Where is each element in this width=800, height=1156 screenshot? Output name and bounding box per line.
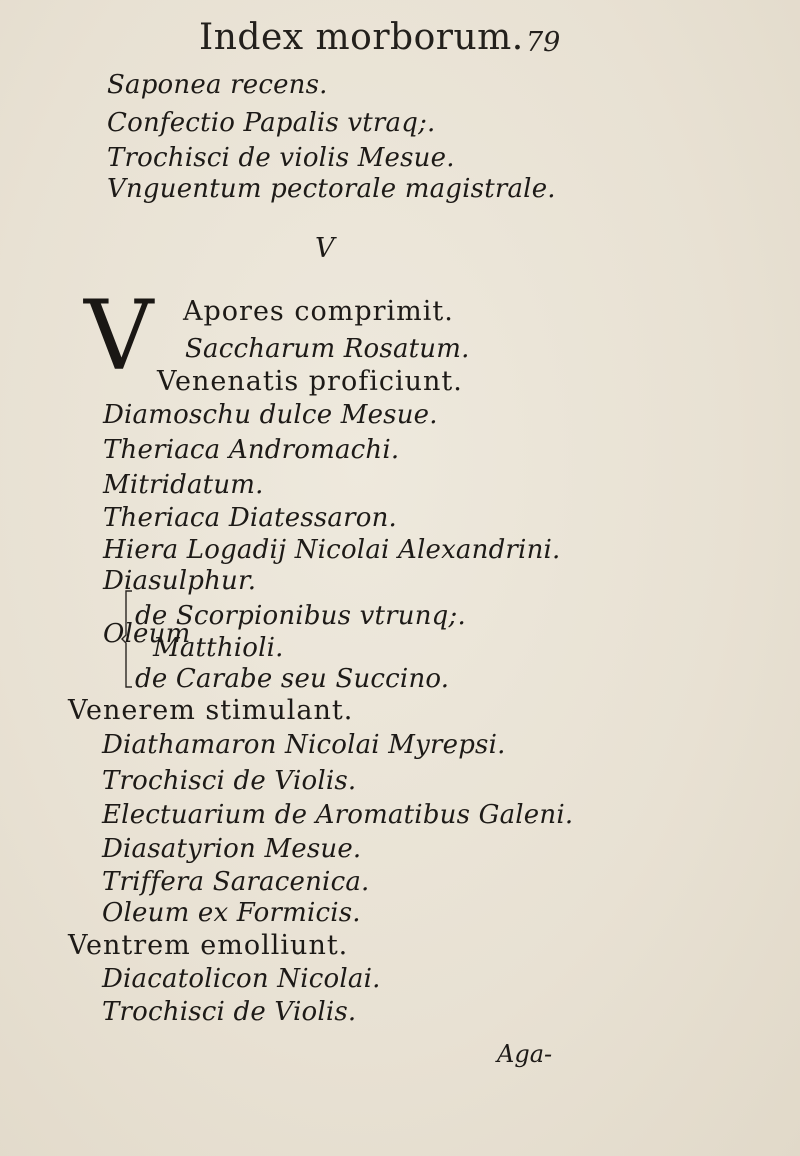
heading-venerem: Venerem stimulant. (68, 695, 354, 726)
entry-line: Trochisci de Violis. (102, 997, 357, 1027)
heading-ventrem: Ventrem emolliunt. (68, 930, 349, 961)
entry-line: Confectio Papalis vtraq;. (107, 108, 436, 138)
oleum-option: de Scorpionibus vtrunq;. (135, 601, 466, 631)
entry-line: Theriaca Andromachi. (103, 435, 400, 465)
entry-line: Diasulphur. (103, 566, 257, 596)
entry-line: Vnguentum pectorale magistrale. (107, 174, 556, 204)
entry-line: Mitridatum. (103, 470, 264, 500)
heading-venenatis: Venenatis proficiunt. (157, 366, 463, 397)
entry-line: Saccharum Rosatum. (185, 334, 470, 364)
entry-line: Trochisci de violis Mesue. (107, 143, 455, 173)
entry-line: Diasatyrion Mesue. (102, 834, 362, 864)
catchword: Aga- (497, 1040, 553, 1068)
entry-line: Saponea recens. (107, 70, 328, 100)
brace-icon (120, 583, 134, 695)
entry-line: Trochisci de Violis. (102, 766, 357, 796)
entry-line: Theriaca Diatessaron. (103, 503, 398, 533)
running-head-title: Index morborum. (199, 17, 524, 58)
entry-line: Oleum ex Formicis. (102, 898, 361, 928)
oleum-label: Oleum (103, 619, 191, 649)
entry-line: Electuarium de Aromatibus Galeni. (102, 800, 574, 830)
entry-line: Hiera Logadij Nicolai Alexandrini. (103, 535, 561, 565)
section-letter-heading: V (315, 233, 335, 264)
oleum-option: Matthioli. (153, 633, 284, 663)
heading-vapores: Apores comprimit. (183, 296, 454, 327)
entry-line: Triffera Saracenica. (102, 867, 370, 897)
page-number: 79 (526, 27, 561, 58)
drop-cap-initial: V (84, 280, 152, 392)
entry-line: Diacatolicon Nicolai. (102, 964, 381, 994)
entry-line: Diathamaron Nicolai Myrepsi. (102, 730, 506, 760)
oleum-option: de Carabe seu Succino. (135, 664, 450, 694)
entry-line: Diamoschu dulce Mesue. (103, 400, 438, 430)
